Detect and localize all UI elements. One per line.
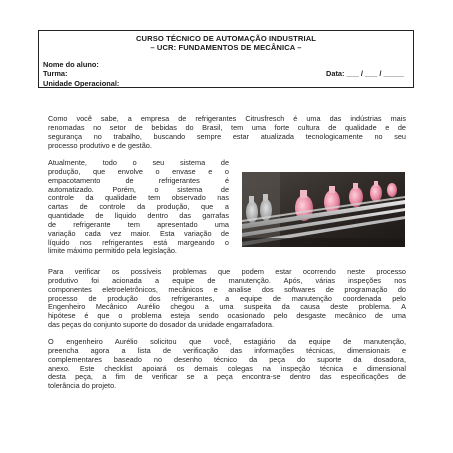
text-line: renomadas no setor de bebidas do Brasil, tem uma forte cultura de qualidade e de xyxy=(48,122,406,132)
text-line: desta peça, a fim de verificar se a peça encontra-se dentro das especificações de xyxy=(48,372,406,382)
course-title: CURSO TÉCNICO DE AUTOMAÇÃO INDUSTRIAL xyxy=(135,34,317,43)
header-box xyxy=(38,30,414,88)
text-line: processo produtivo e de gestão. xyxy=(48,140,152,150)
text-line: O engenheiro Aurélio solicitou que você, estagiário da equipe de manutenção, xyxy=(48,337,406,346)
text-line: complementares baseado no desenho técnico da peça do suporte da dosadora, xyxy=(48,354,406,364)
text-line: produção, que envolve o envase e o xyxy=(48,166,229,176)
student-name-label: Nome do aluno: xyxy=(43,60,99,69)
text-line: Engenheiro Mecânico Aurélio chegou a uma suspeita da causa deste problema. A xyxy=(48,302,406,312)
bottling-line-photo xyxy=(242,172,405,247)
text-line: Atualmente, todo o seu sistema de xyxy=(48,158,229,167)
text-line: segurança no trabalho, buscando sempre estar atualizada tecnologicamente no seu xyxy=(48,131,406,141)
unit-title: – UCR: FUNDAMENTOS DE MECÂNICA – xyxy=(150,43,302,52)
text-line: de refrigerante tem apresentado uma xyxy=(48,219,229,229)
text-line: anexo. Este checklist apoiará os demais colegas na inspeção técnica e dimensional xyxy=(48,363,406,373)
text-line: processo de produção dos refrigerantes, a equipe de manutenção coordenada pelo xyxy=(48,293,406,303)
paragraph-intro xyxy=(48,115,406,150)
text-line: produtivo foi acionada a equipe de manutenção. Após, várias inspeções nos xyxy=(48,275,406,285)
paragraph-assignment xyxy=(48,338,406,391)
text-line: variação cada vez maior. Esta variação de xyxy=(48,228,229,238)
text-line: Para verificar os possíveis problemas que podem estar ocorrendo neste processo xyxy=(48,267,406,276)
text-line: automatizado. Porém, o sistema de xyxy=(48,184,229,194)
text-line: das peças do conjunto suporte do dosador da unidade engarrafadora. xyxy=(48,320,274,330)
class-label: Turma: xyxy=(43,69,68,78)
paragraph-maintenance xyxy=(48,268,406,330)
text-line: componentes eletroeletrônicos, mecânicos e analise dos softwares de programação do xyxy=(48,284,406,294)
text-line: tolerância do projeto. xyxy=(48,381,117,391)
date-label: Data: ___ / ___ / _____ xyxy=(326,69,405,78)
text-line: líquido nos refrigerantes está margeando o xyxy=(48,237,229,247)
text-line: quantidade de líquido dentro das garrafas xyxy=(48,211,229,221)
text-line: hipótese é que o problema esteja sendo ocasionado pelo desgaste mecânico de uma xyxy=(48,311,406,321)
text-line: cartas de controle da produção, que a xyxy=(48,202,229,212)
paragraph-production xyxy=(48,159,229,256)
text-line: empacotamento de refrigerantes é xyxy=(48,175,229,185)
operational-unit-label: Unidade Operacional: xyxy=(43,79,120,88)
text-line: limite máximo permitido pela legislação. xyxy=(48,246,177,256)
text-line: preencha agora a lista de verificação das informações técnicas, dimensionais e xyxy=(48,345,406,355)
text-line: Como você sabe, a empresa de refrigerantes Citrusfresch é uma das indústrias mais xyxy=(48,114,406,123)
text-line: controle da qualidade tem observado nas xyxy=(48,193,229,203)
bottling-line-image xyxy=(242,172,405,247)
